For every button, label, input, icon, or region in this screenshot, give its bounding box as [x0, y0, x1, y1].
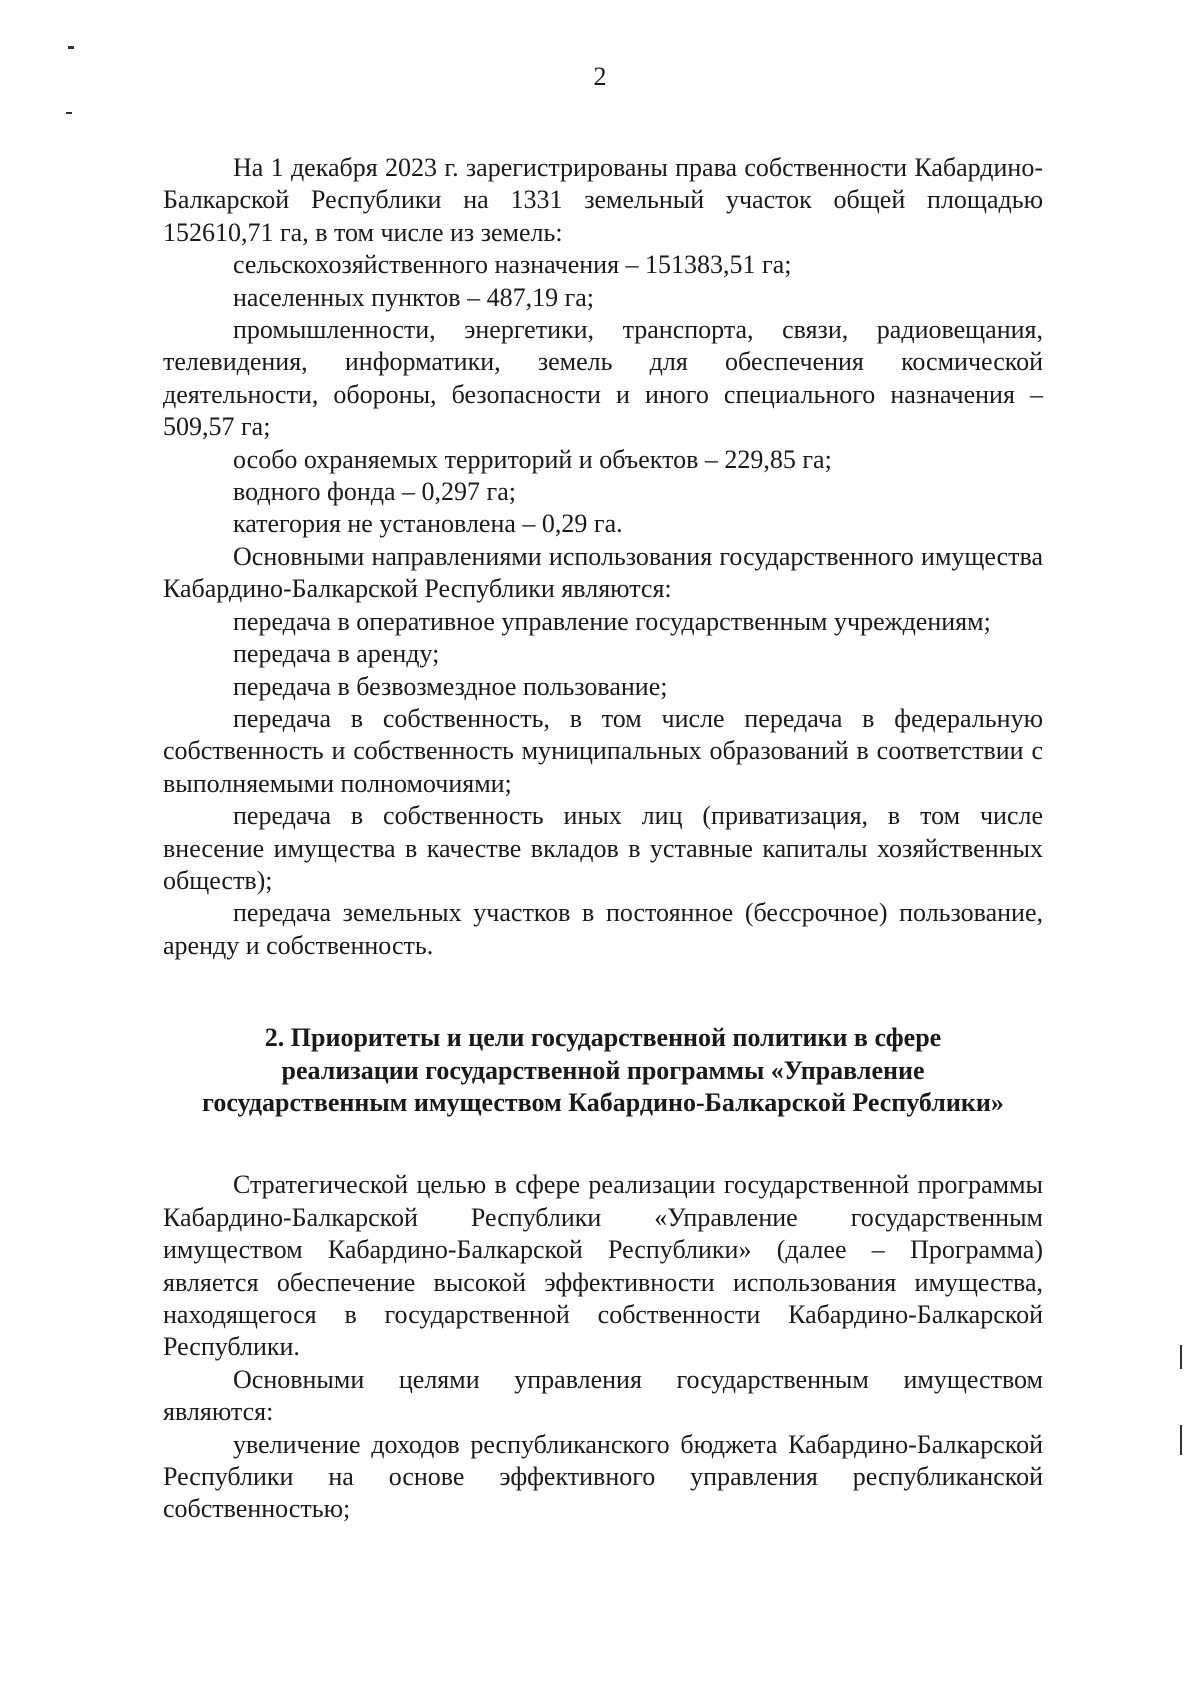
document-body — [163, 152, 1043, 1526]
paragraph: передача в собственность иных лиц (приватизация, в том числе внесение имущества в качестве вкладов в уставные капиталы хозяйственных обществ); — [163, 801, 1043, 895]
paragraph: передача в аренду; — [233, 639, 440, 669]
paragraph: категория не установлена – 0,29 га. — [233, 509, 623, 539]
paragraph: передача в оперативное управление государственным учреждениям; — [233, 606, 991, 636]
heading-line: 2. Приоритеты и цели государственной политики в сфере — [264, 1023, 942, 1053]
paragraph: населенных пунктов – 487,19 га; — [233, 282, 595, 312]
paragraph: Стратегической целью в сфере реализации государственной программы Кабардино-Балкарской Республики «Управление государственным имуществом Кабардино-Балкарской Республики» (далее – Программа) является обеспечение высокой эффективности использования имущества, находящегося в государственной собственности Кабардино-Балкарской Республики. — [163, 1170, 1043, 1362]
paragraph: сельскохозяйственного назначения – 151383,51 га; — [233, 250, 792, 280]
scan-mark — [1180, 1425, 1182, 1455]
paragraph: промышленности, энергетики, транспорта, связи, радиовещания, телевидения, информатики, земель для обеспечения космической деятельности, обороны, безопасности и иного специального назначения – 509,57 га; — [163, 315, 1043, 442]
scan-mark — [68, 46, 74, 49]
paragraph: увеличение доходов республиканского бюджета Кабардино-Балкарской Республики на основе эффективного управления республиканской собственностью; — [163, 1429, 1043, 1524]
section-heading — [163, 1022, 1043, 1119]
paragraph: передача в безвозмездное пользование; — [233, 671, 668, 701]
paragraph: Основными целями управления государственным имуществом являются: — [163, 1364, 1043, 1427]
heading-line: государственным имуществом Кабардино-Балкарской Республики» — [202, 1087, 1004, 1117]
paragraph: На 1 декабря 2023 г. зарегистрированы права собственности Кабардино-Балкарской Республики на 1331 земельный участок общей площадью 152610,71 га, в том числе из земель: — [163, 153, 1043, 247]
page-number: 2 — [593, 62, 607, 91]
paragraph: водного фонда – 0,297 га; — [233, 477, 516, 507]
paragraph: Основными направлениями использования государственного имущества Кабардино-Балкарской Республики являются: — [163, 541, 1043, 604]
scan-mark — [66, 112, 72, 114]
paragraph: передача земельных участков в постоянное (бессрочное) пользование, аренду и собственность. — [163, 898, 1043, 960]
paragraph: передача в собственность, в том числе передача в федеральную собственность и собственность муниципальных образований в соответствии с выполняемыми полномочиями; — [163, 703, 1043, 798]
paragraph: особо охраняемых территорий и объектов – 229,85 га; — [233, 444, 832, 474]
heading-line: реализации государственной программы «Управление — [281, 1055, 925, 1085]
scan-mark — [1180, 1345, 1182, 1369]
